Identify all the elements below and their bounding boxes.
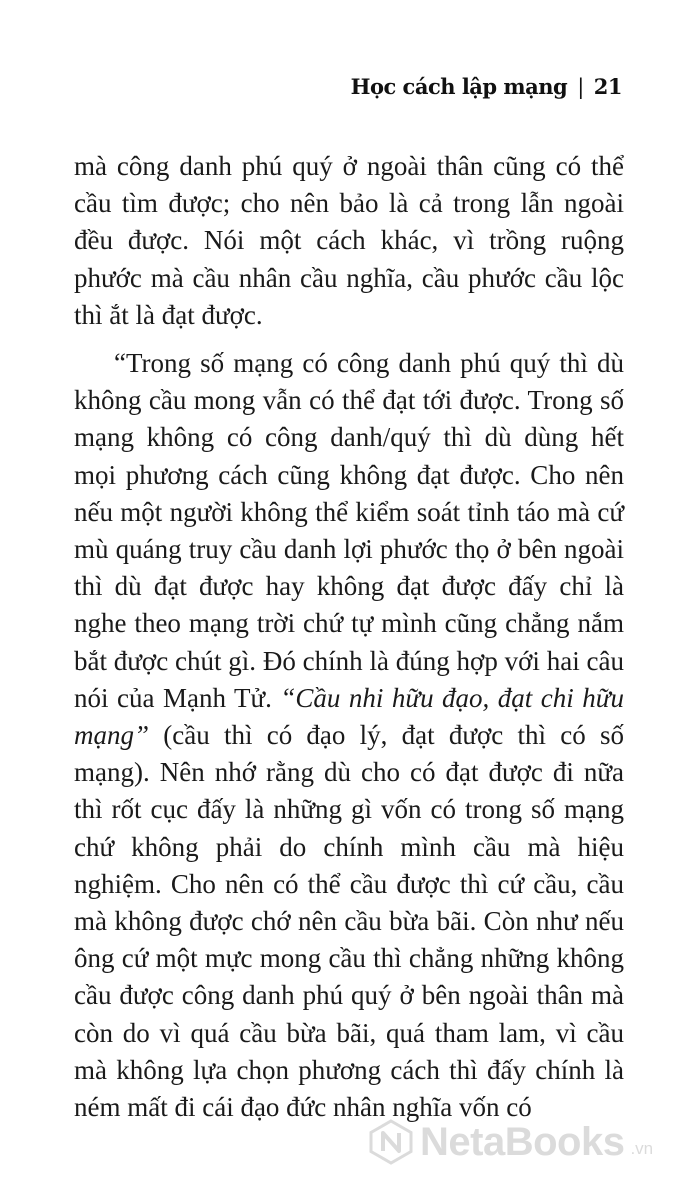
running-header bbox=[351, 74, 622, 99]
paragraph-2-start: “Trong số mạng có công danh phú quý thì dù không cầu mong vẫn có thể đạt tới được. Trong số mạng không có công danh/quý thì dù dùng hết mọi phương cách cũng không đạt được. Cho nên nếu một người không thể kiểm soát tỉnh táo mà cứ mù quáng truy cầu danh lợi phước thọ ở bên ngoài thì dù đạt được hay không đạt được đấy chỉ là nghe theo mạng trời chứ tự mình cũng chẳng nắm bắt được chút gì. Đó chính là đúng hợp với hai câu nói của Mạnh Tử. bbox=[74, 348, 624, 713]
book-title: Học cách lập mạng bbox=[350, 74, 568, 99]
paragraph-1: mà công danh phú quý ở ngoài thân cũng có thể cầu tìm được; cho nên bảo là cả trong lẫn ngoài đều được. Nói một cách khác, vì trồng ruộng phước mà cầu nhân cầu nghĩa, cầu phước cầu lộc thì ắt là đạt được. bbox=[74, 151, 624, 330]
watermark-text: NetaBooks bbox=[420, 1119, 625, 1164]
header-separator: | bbox=[577, 75, 584, 99]
paragraph-2 bbox=[74, 345, 624, 1126]
netabooks-logo-icon bbox=[368, 1119, 414, 1165]
watermark-suffix: .vn bbox=[630, 1139, 654, 1158]
paragraph-2-end: (cầu thì có đạo lý, đạt được thì có số mạng). Nên nhớ rằng dù cho có đạt được đi nữa thì rốt cục đấy là những gì vốn có trong số mạng chứ không phải do chính mình cầu mà hiệu nghiệm. Cho nên có thể cầu được thì cứ cầu, cầu mà không được chớ nên cầu bừa bãi. Còn như nếu ông cứ một mực mong cầu thì chẳng những không cầu được công danh phú quý ở bên ngoài thân mà còn do vì quá cầu bừa bãi, quá tham lam, vì cầu mà không lựa chọn phương cách thì đấy chính là ném mất đi cái đạo đức nhân nghĩa vốn có bbox=[74, 720, 624, 1123]
watermark bbox=[368, 1116, 653, 1168]
page-number: 21 bbox=[593, 74, 622, 99]
quoted-saying: “Cầu nhi hữu đạo, đạt chi hữu mạng” bbox=[74, 682, 624, 751]
body-text bbox=[74, 148, 624, 1126]
